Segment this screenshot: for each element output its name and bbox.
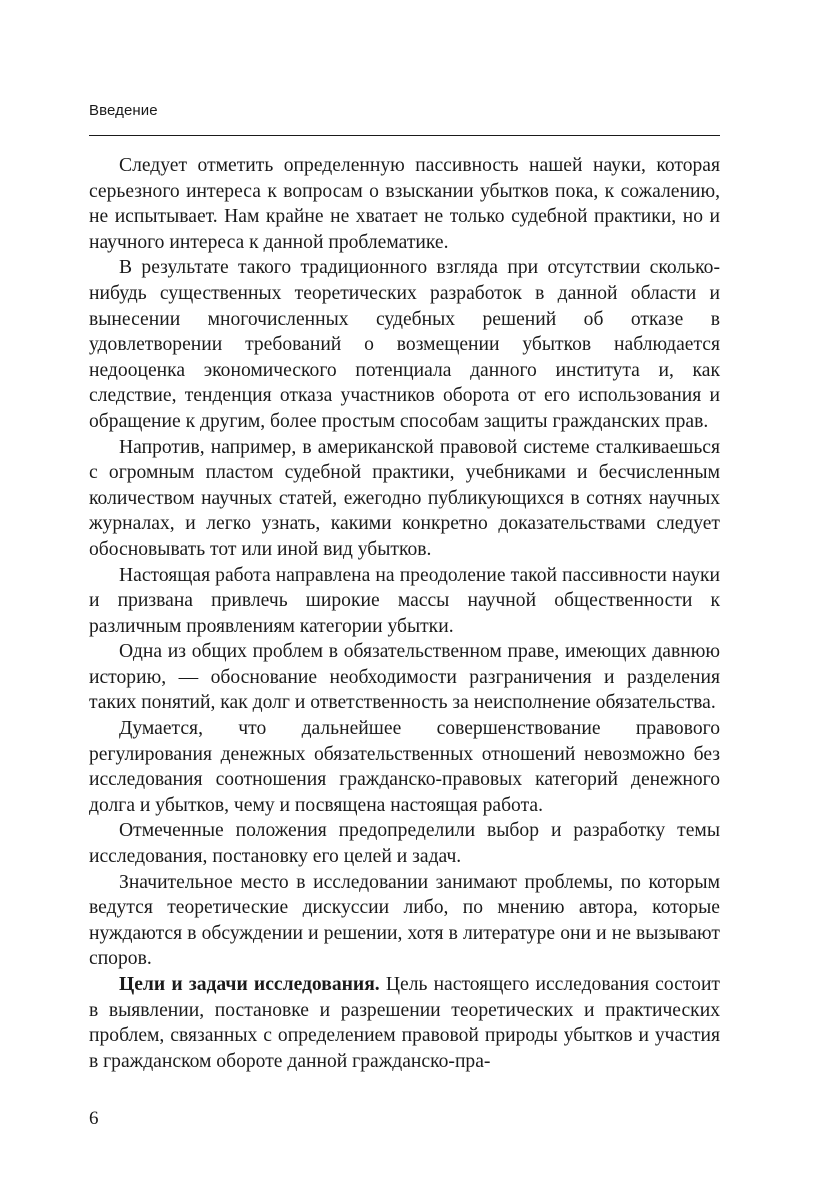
running-head: Введение (89, 102, 158, 119)
goals-heading: Цели и задачи исследования. (119, 974, 380, 995)
body-text (89, 153, 720, 1074)
paragraph-goals (89, 972, 720, 1074)
paragraph: В результате такого традиционного взгляда при отсутствии сколько-нибудь существенных теоретических разработок в данной области и вынесении многочисленных судебных решений об отказе в удовлетворении требований о возмещении убытков наблюдается недооценка экономического потенциала данного института и, как следствие, тенденция отказа участников оборота от его использования и обращение к другим, более простым способам защиты гражданских прав. (89, 257, 720, 432)
paragraph: Настоящая работа направлена на преодоление такой пассивности науки и призвана привлечь широкие массы научной общественности к различным проявлениям категории убытки. (89, 564, 720, 637)
header-rule (89, 135, 720, 136)
page-number: 6 (89, 1108, 99, 1129)
paragraph: Одна из общих проблем в обязательственном праве, имеющих давнюю историю, — обоснование необходимости разграничения и разделения таких понятий, как долг и ответственность за неисполнение обязательства. (89, 641, 720, 714)
paragraph: Значительное место в исследовании занимают проблемы, по которым ведутся теоретические дискуссии либо, по мнению автора, которые нуждаются в обсуждении и решении, хотя в литературе они и не вызывают споров. (89, 871, 720, 970)
paragraph: Следует отметить определенную пассивность нашей науки, которая серьезного интереса к вопросам о взыскании убытков пока, к сожалению, не испытывает. Нам крайне не хватает не только судебной практики, но и научного интереса к данной проблематике. (89, 155, 720, 253)
goals-text: Цель настоящего исследования состоит в выявлении, постановке и разрешении теоретических и практических проблем, связанных с определением правовой природы убытков и участия в гражданском обороте данной гражданско-пра- (89, 974, 720, 1072)
paragraph: Думается, что дальнейшее совершенствование правового регулирования денежных обязательственных отношений невозможно без исследования соотношения гражданско-правовых категорий денежного долга и убытков, чему и посвящена настоящая работа. (89, 718, 720, 816)
paragraph: Отмеченные положения предопределили выбор и разработку темы исследования, постановку его целей и задач. (89, 820, 720, 868)
paragraph: Напротив, например, в американской правовой системе сталкиваешься с огромным пластом судебной практики, учебниками и бесчисленным количеством научных статей, ежегодно публикующихся в сотнях научных журналах, и легко узнать, какими конкретно доказательствами следует обосновывать тот или иной вид убытков. (89, 436, 720, 560)
